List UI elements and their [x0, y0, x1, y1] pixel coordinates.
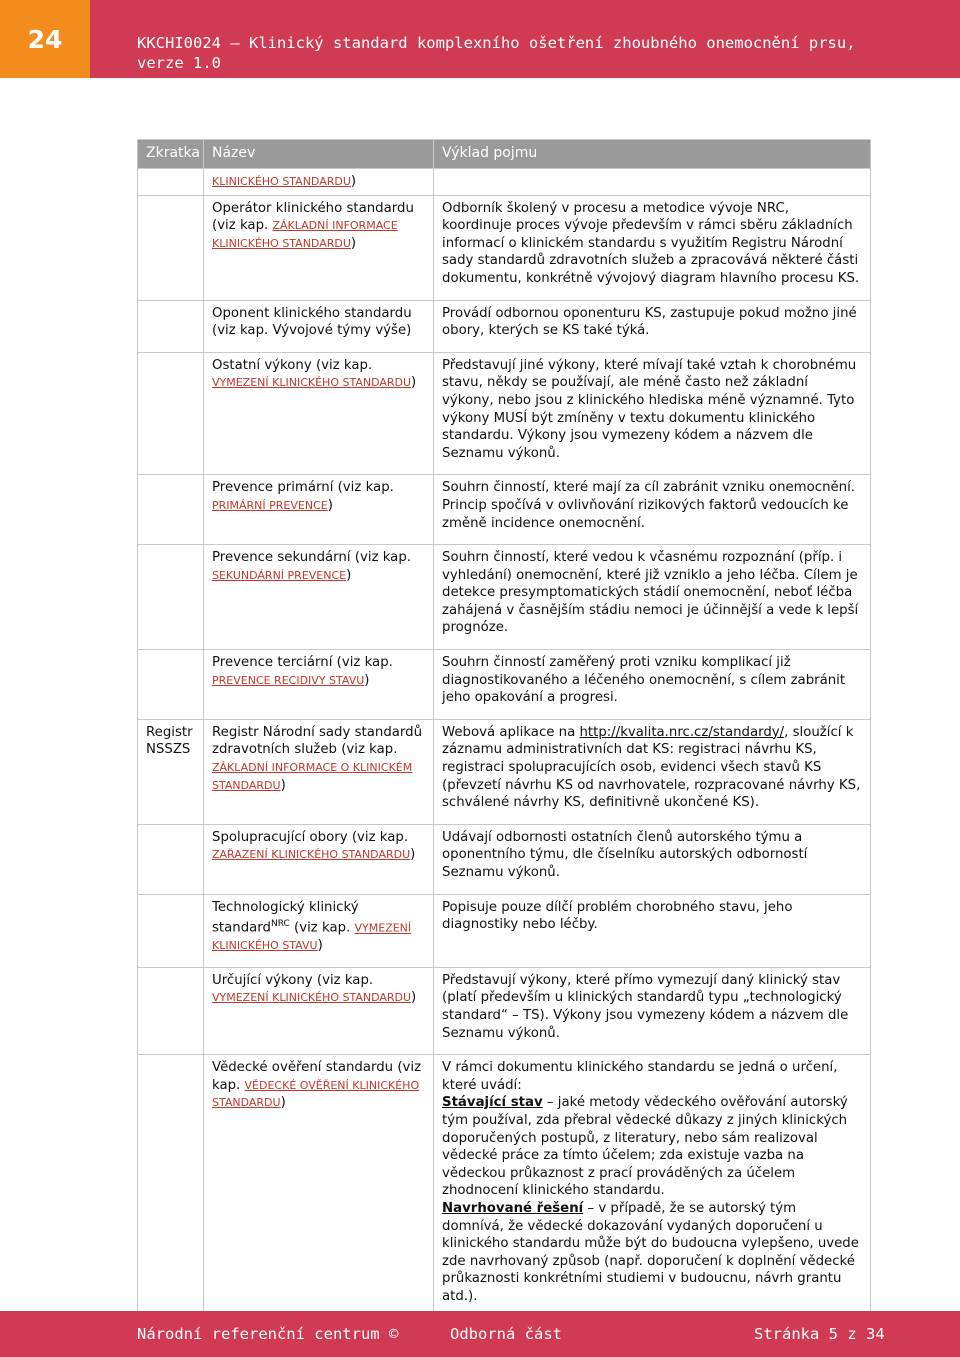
- footer-section: Odborná část: [450, 1325, 562, 1343]
- table-row: [138, 300, 871, 352]
- table-row: [138, 195, 871, 300]
- table-row: [138, 967, 871, 1054]
- table-header-row: [138, 140, 871, 169]
- table-row: [138, 719, 871, 824]
- header-vyklad: Výklad pojmu: [434, 140, 871, 169]
- chapter-link[interactable]: ZÁKLADNÍ INFORMACE O KLINICKÉM STANDARDU: [212, 761, 413, 792]
- footer-organization: Národní referenční centrum ©: [137, 1325, 399, 1343]
- table-row: [138, 352, 871, 475]
- name-cell: Prevence sekundární (viz kap. SEKUNDÁRNÍ PREVENCE): [204, 545, 434, 650]
- desc-cell: Odborník školený v procesu a metodice vývoje NRC, koordinuje proces vývoje především v rámci sběru základních informací o klinickém standardu s využitím Registru Národní sady standardů zdravotních služeb a zpracovává některé části dokumentu, konkrétně vývojový diagram hlavního procesu KS.: [434, 195, 871, 300]
- header-nazev: Název: [204, 140, 434, 169]
- chapter-link[interactable]: PRIMÁRNÍ PREVENCE: [212, 498, 328, 512]
- table-row: [138, 169, 871, 196]
- table-row: [138, 824, 871, 894]
- chapter-link[interactable]: VĚDECKÉ OVĚŘENÍ KLINICKÉHO STANDARDU: [212, 1078, 420, 1110]
- chapter-link[interactable]: SEKUNDÁRNÍ PREVENCE: [212, 568, 347, 582]
- chapter-link[interactable]: VYMEZENÍ KLINICKÉHO STANDARDU: [212, 376, 412, 390]
- footer-page-count: Stránka 5 z 34: [754, 1325, 885, 1343]
- page-number-badge: 24: [0, 0, 90, 78]
- abbr-cell: [138, 169, 204, 196]
- page-footer: [0, 1311, 960, 1357]
- name-cell: Ostatní výkony (viz kap. VYMEZENÍ KLINICKÉHO STANDARDU): [204, 352, 434, 475]
- chapter-link[interactable]: KLINICKÉHO STANDARDU: [212, 175, 351, 188]
- name-cell: Oponent klinického standardu (viz kap. Vývojové týmy výše): [204, 300, 434, 352]
- name-cell: Operátor klinického standardu (viz kap. ZÁKLADNÍ INFORMACE KLINICKÉHO STANDARDU): [204, 195, 434, 300]
- name-cell: Prevence primární (viz kap. PRIMÁRNÍ PREVENCE): [204, 475, 434, 545]
- abbr-cell: [138, 650, 204, 720]
- chapter-link[interactable]: ZÁKLADNÍ INFORMACE KLINICKÉHO STANDARDU: [212, 219, 398, 250]
- registry-url-link[interactable]: http://kvalita.nrc.cz/standardy/: [579, 724, 785, 740]
- name-cell: KLINICKÉHO STANDARDU): [204, 169, 434, 196]
- abbr-cell: [138, 352, 204, 475]
- table-row: [138, 1055, 871, 1318]
- desc-cell: Souhrn činností, které vedou k včasnému rozpoznání (příp. i vyhledání) onemocnění, které již vzniklo a jeho léčba. Cílem je detekce presymptomatických stádií onemocnění, neboť léčba zahájená v časnějším stádiu nemoci je účinnější a vede k lepší prognóze.: [434, 545, 871, 650]
- name-cell: Vědecké ověření standardu (viz kap. VĚDECKÉ OVĚŘENÍ KLINICKÉHO STANDARDU): [204, 1055, 434, 1318]
- name-cell: Spolupracující obory (viz kap. ZAŘAZENÍ KLINICKÉHO STANDARDU): [204, 824, 434, 894]
- desc-cell: Souhrn činností zaměřený proti vzniku komplikací již diagnostikovaného a léčeného onemocnění, s cílem zabránit jeho opakování a progresi.: [434, 650, 871, 720]
- abbr-cell: [138, 894, 204, 967]
- chapter-link[interactable]: VYMEZENÍ KLINICKÉHO STAVU: [212, 921, 412, 953]
- name-cell: Prevence terciární (viz kap. PREVENCE RECIDIVY STAVU): [204, 650, 434, 720]
- name-cell: Technologický klinický standard$^{NRC}$ (viz kap. VYMEZENÍ KLINICKÉHO STAVU): [204, 894, 434, 967]
- chapter-link[interactable]: PREVENCE RECIDIVY STAVU: [212, 673, 365, 687]
- desc-cell: [434, 169, 871, 196]
- desc-cell: Souhrn činností, které mají za cíl zabránit vzniku onemocnění. Princip spočívá v ovlivňování rizikových faktorů vedoucích ke změně incidence onemocnění.: [434, 475, 871, 545]
- desc-cell: V rámci dokumentu klinického standardu se jedná o určení, které uvádí: Stávající stav – jaké metody vědeckého ověřování autorský tým používal, zda přebral vědecké důkazy z jiných klinických doporučených postupů, z literatury, nebo sám realizoval vědecké práce za tímto účelem; zda existuje vazba na vědeckou průkaznost z prací prováděných za účelem zhodnocení klinického standardu. Navrhované řešení – v případě, že se autorský tým domnívá, že vědecké dokazování vydaných doporučení u klinického standardu může být do budoucna vylepšeno, uvede zde navrhovaný způsob (např. doporučení k doplnění vědecké průkaznosti konkrétními studiemi v budoucnu, návrh grantu atd.).: [434, 1055, 871, 1318]
- name-cell: Určující výkony (viz kap. VYMEZENÍ KLINICKÉHO STANDARDU): [204, 967, 434, 1054]
- abbr-cell: [138, 545, 204, 650]
- table-row: [138, 475, 871, 545]
- header-zkratka: Zkratka: [138, 140, 204, 169]
- chapter-link[interactable]: VYMEZENÍ KLINICKÉHO STANDARDU: [212, 991, 412, 1005]
- abbr-cell: [138, 300, 204, 352]
- table-row: [138, 650, 871, 720]
- desc-cell: Webová aplikace na http://kvalita.nrc.cz/standardy/, sloužící k záznamu administrativních dat KS: registraci návrhu KS, registraci spolupracujících osob, evidenci všech stavů KS (převzetí návrhu KS od navrhovatele, rozpracované návrhy KS, schválené návrhy KS, definitivně ukončené KS).: [434, 719, 871, 824]
- table-row: [138, 545, 871, 650]
- abbr-cell: [138, 475, 204, 545]
- document-title: KKCHI0024 – Klinický standard komplexního ošetření zhoubného onemocnění prsu, verze 1.0: [137, 34, 856, 72]
- term-current-state: Stávající stav: [442, 1095, 543, 1111]
- table-row: [138, 894, 871, 967]
- desc-cell: Udávají odbornosti ostatních členů autorského týmu a oponentního týmu, dle číselníku autorských odborností Seznamu výkonů.: [434, 824, 871, 894]
- glossary-table: [137, 139, 871, 1318]
- desc-cell: Představují výkony, které přímo vymezují daný klinický stav (platí především u klinických standardů typu „technologický standard“ – TS). Výkony jsou vymezeny kódem a názvem dle Seznamu výkonů.: [434, 967, 871, 1054]
- desc-cell: Představují jiné výkony, které mívají také vztah k chorobnému stavu, někdy se používají, ale méně často než základní výkony, nebo jsou z klinického hlediska méně významné. Tyto výkony MUSÍ být zmíněny v textu dokumentu klinického standardu. Výkony jsou vymezeny kódem a názvem dle Seznamu výkonů.: [434, 352, 871, 475]
- name-cell: Registr Národní sady standardů zdravotních služeb (viz kap. ZÁKLADNÍ INFORMACE O KLINICKÉM STANDARDU): [204, 719, 434, 824]
- abbr-cell: Registr NSSZS: [138, 719, 204, 824]
- abbr-cell: [138, 967, 204, 1054]
- abbr-cell: [138, 1055, 204, 1318]
- desc-cell: Provádí odbornou oponenturu KS, zastupuje pokud možno jiné obory, kterých se KS také týká.: [434, 300, 871, 352]
- chapter-link[interactable]: ZAŘAZENÍ KLINICKÉHO STANDARDU: [212, 848, 411, 862]
- desc-cell: Popisuje pouze dílčí problém chorobného stavu, jeho diagnostiky nebo léčby.: [434, 894, 871, 967]
- abbr-cell: [138, 195, 204, 300]
- term-proposed-solution: Navrhované řešení: [442, 1200, 584, 1216]
- page-header: [0, 0, 960, 78]
- abbr-cell: [138, 824, 204, 894]
